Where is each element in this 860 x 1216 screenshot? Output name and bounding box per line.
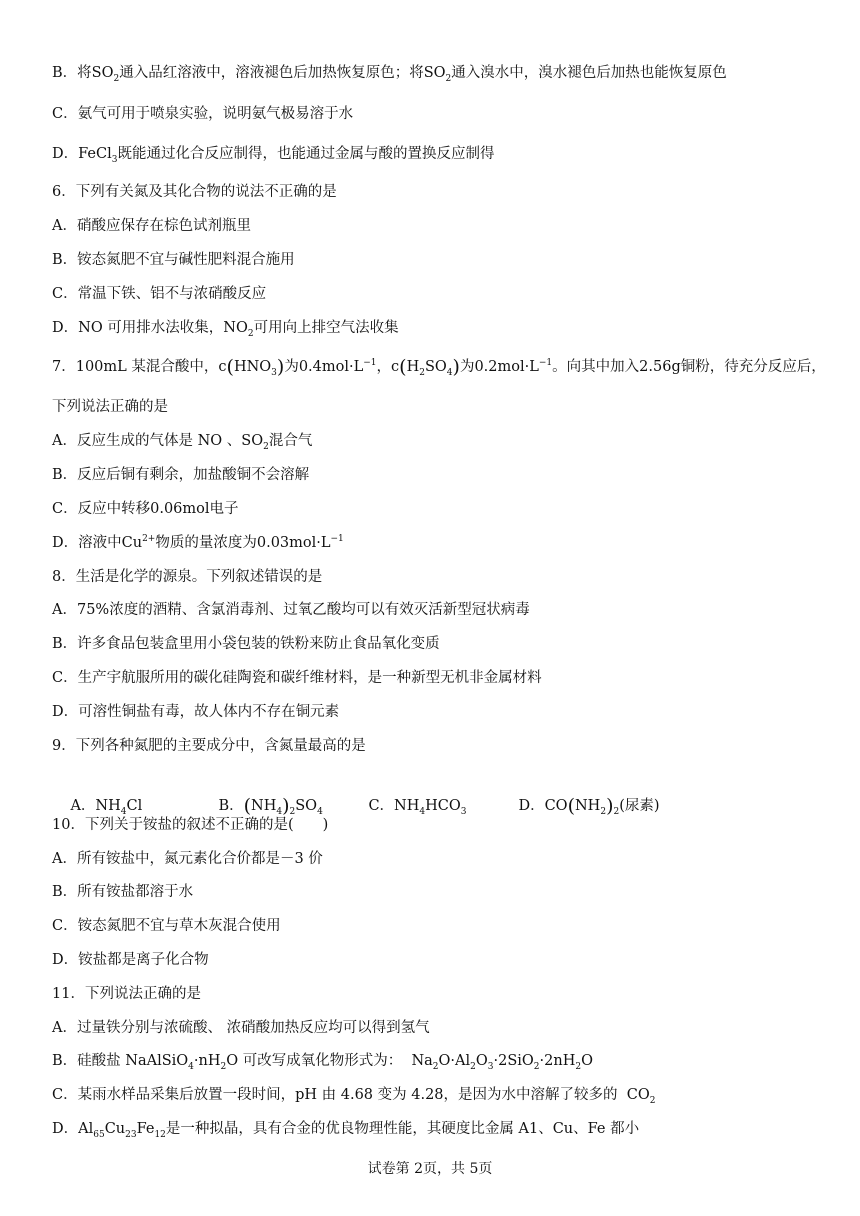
q6-option-d: D．NO 可用排水法收集，$NO_2$可用向上排空气法收集 (52, 320, 399, 339)
q8-option-a: A．75%浓度的酒精、含氯消毒剂、过氧乙酸均可以有效灭活新型冠状病毒 (52, 602, 530, 618)
q8-stem: 8．生活是化学的源泉。下列叙述错误的是 (52, 569, 323, 585)
q10-option-c: C．铵态氮肥不宜与草木灰混合使用 (52, 918, 281, 934)
q10-option-d: D．铵盐都是离子化合物 (52, 952, 209, 968)
q8-option-b: B．许多食品包装盒里用小袋包装的铁粉来防止食品氧化变质 (52, 636, 440, 652)
q9-stem: 9．下列各种氮肥的主要成分中，含氮量最高的是 (52, 738, 366, 754)
q7-option-b: B．反应后铜有剩余，加盐酸铜不会溶解 (52, 467, 310, 483)
q7-option-a: A．反应生成的气体是 NO 、$SO_2$混合气 (52, 433, 313, 452)
q5-option-c: C．氨气可用于喷泉实验，说明氨气极易溶于水 (52, 106, 354, 122)
q11-option-a: A．过量铁分别与浓硫酸、 浓硝酸加热反应均可以得到氢气 (52, 1020, 430, 1036)
q7-option-d: D．溶液中$Cu^{2+}$物质的量浓度为$0.03mol\cdot L^{-1}$ (52, 534, 344, 551)
q6-stem: 6．下列有关氮及其化合物的说法不正确的是 (52, 184, 337, 200)
q9-option-d: D．$CO(NH_2)_2$(尿素) (518, 795, 660, 817)
q11-option-c: C．某雨水样品采集后放置一段时间，pH 由 4.68 变为 4.28，是因为水中溶解了较多的 $CO_2$ (52, 1087, 656, 1106)
q7-stem-line1: 7．100mL 某混合酸中，$c(HNO_3)$为$0.4mol\cdot L^{-1}$，$c(H_2SO_4)$为$0.2mol\cdot L^{-1}$。向其中加入2.56g铜粉，待充分反应后， (52, 356, 826, 378)
q11-option-d: D．$Al_{65}Cu_{23}Fe_{12}$是一种拟晶，具有合金的优良物理性能，其硬度比金属 A1、Cu、Fe 都小 (52, 1121, 640, 1140)
q5-option-b: B．将$SO_2$通入品红溶液中，溶液褪色后加热恢复原色；将$SO_2$通入溴水中，溴水褪色后加热也能恢复原色 (52, 65, 727, 84)
q9-option-a: A．$NH_4Cl$ (70, 798, 143, 817)
page-footer: 试卷第 2页，共 5页 (367, 1161, 493, 1177)
q6-option-b: B．铵态氮肥不宜与碱性肥料混合施用 (52, 252, 295, 268)
q8-option-d: D．可溶性铜盐有毒，故人体内不存在铜元素 (52, 704, 340, 720)
q11-option-b: B．硅酸盐 $NaAlSiO_4\cdot nH_2O$ 可改写成氧化物形式为： $Na_2O\cdot Al_2O_3\cdot 2SiO_2\cdot 2nH_2O$ (52, 1053, 593, 1072)
q10-stem: 10．下列关于铵盐的叙述不正确的是( ) (52, 817, 329, 833)
q6-option-c: C．常温下铁、铝不与浓硝酸反应 (52, 286, 267, 302)
q7-option-c: C．反应中转移0.06mol电子 (52, 501, 239, 517)
q8-option-c: C．生产宇航服所用的碳化硅陶瓷和碳纤维材料，是一种新型无机非金属材料 (52, 670, 542, 686)
q10-option-b: B．所有铵盐都溶于水 (52, 884, 194, 900)
q11-stem: 11．下列说法正确的是 (52, 986, 201, 1002)
q6-option-a: A．硝酸应保存在棕色试剂瓶里 (52, 218, 251, 234)
q7-stem-line2: 下列说法正确的是 (52, 399, 168, 415)
q10-option-a: A．所有铵盐中，氮元素化合价都是－3 价 (52, 851, 323, 867)
q5-option-d: D．FeCl$_3$既能通过化合反应制得，也能通过金属与酸的置换反应制得 (52, 146, 495, 165)
q9-option-b: B．$(NH_4)_2SO_4$ (218, 795, 323, 817)
q9-option-c: C．$NH_4HCO_3$ (368, 798, 467, 817)
